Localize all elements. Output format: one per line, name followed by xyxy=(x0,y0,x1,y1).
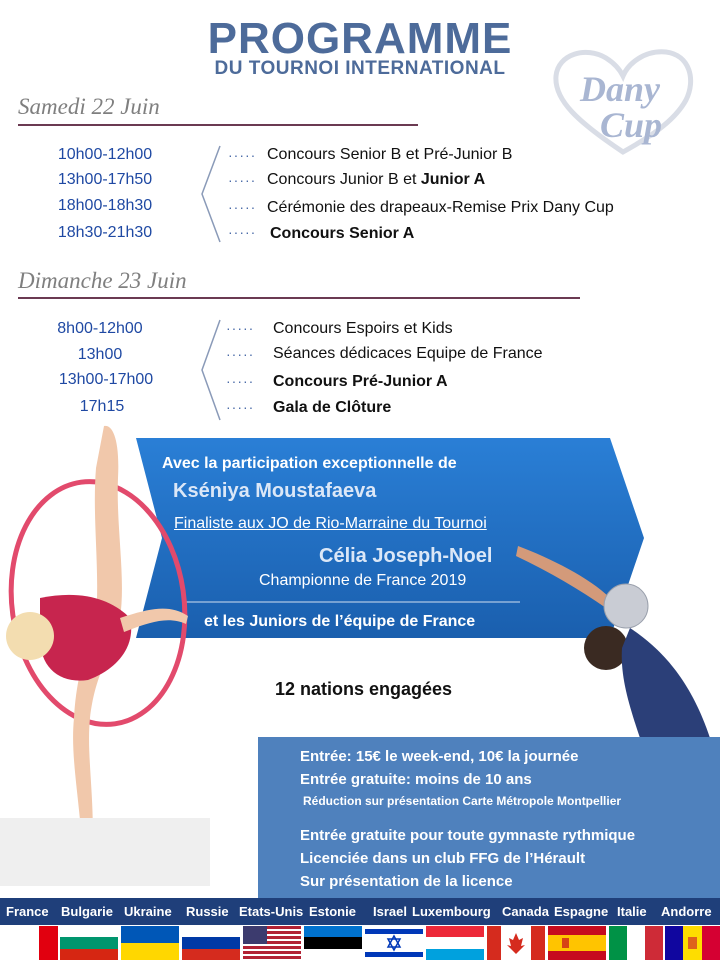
event-sat-4 xyxy=(270,225,414,243)
flag-bulgarie-icon xyxy=(60,926,118,960)
page-subtitle: DU TOURNOI INTERNATIONAL xyxy=(214,58,506,79)
event-sun-4 xyxy=(273,399,391,417)
flag-usa-icon xyxy=(243,926,301,960)
flag-andorre-icon xyxy=(665,926,720,960)
time-sun-1: 8h00-12h00 xyxy=(57,320,143,337)
time-sun-2: 13h00 xyxy=(77,346,123,363)
banner-intro: Avec la participation exceptionnelle de xyxy=(162,455,457,472)
dots-sat-2: ····· xyxy=(228,172,257,188)
guest1-desc: Finaliste aux JO de Rio-Marraine du Tournoi xyxy=(174,515,487,532)
event-sat-1: Concours Senior B et Pré-Junior B xyxy=(267,146,513,163)
flag-france-icon xyxy=(0,926,58,960)
event-sun-1: Concours Espoirs et Kids xyxy=(273,320,453,337)
country-label-luxembourg: Luxembourg xyxy=(412,904,491,919)
guest2-desc: Championne de France 2019 xyxy=(259,572,467,589)
day-heading-saturday: Samedi 22 Juin xyxy=(18,94,160,119)
info-line-5: Licenciée dans un club FFG de l’Hérault xyxy=(300,850,586,867)
dots-sat-1: ····· xyxy=(228,147,257,163)
event-sat-4-bold: Concours Senior A xyxy=(270,225,415,242)
event-sun-2: Séances dédicaces Equipe de France xyxy=(273,345,543,362)
flag-espagne-icon xyxy=(548,926,606,960)
dots-sun-1: ····· xyxy=(226,320,255,336)
info-line-1: Entrée: 15€ le week-end, 10€ la journée xyxy=(300,748,579,765)
guest1-name: Kséniya Moustafaeva xyxy=(173,480,377,502)
time-sun-3: 13h00-17h00 xyxy=(58,371,154,388)
saturday-brace xyxy=(196,144,226,244)
dots-sat-4: ····· xyxy=(228,224,257,240)
country-label-andorre: Andorre xyxy=(661,904,712,919)
time-sat-3: 18h00-18h30 xyxy=(57,197,153,214)
sunday-brace xyxy=(196,318,226,422)
page-title: PROGRAMME xyxy=(207,14,513,63)
guest2-name: Célia Joseph-Noel xyxy=(319,545,493,567)
info-line-4: Entrée gratuite pour toute gymnaste rythmique xyxy=(300,827,636,844)
event-sat-2-bold: Junior A xyxy=(420,171,486,188)
flag-israel-icon xyxy=(365,926,423,960)
logo-text-dany: Dany xyxy=(580,69,660,109)
event-sun-4-bold: Gala de Clôture xyxy=(273,399,392,416)
logo-text-cup: Cup xyxy=(600,105,663,145)
event-sun-3-bold: Concours Pré-Junior A xyxy=(273,373,448,390)
country-label-espagne: Espagne xyxy=(554,904,609,919)
banner-outro: et les Juniors de l’équipe de France xyxy=(204,613,476,630)
gymnast-with-ball-illustration xyxy=(510,538,720,738)
info-line-3: Réduction sur présentation Carte Métropole Montpellier xyxy=(303,794,622,808)
event-sat-2-text: Concours Junior B et xyxy=(267,171,421,188)
country-label-italie: Italie xyxy=(617,904,647,919)
dots-sun-2: ····· xyxy=(226,346,255,362)
country-label-israel: Israel xyxy=(373,904,407,919)
flag-russie-icon xyxy=(182,926,240,960)
dots-sun-3: ····· xyxy=(226,373,255,389)
event-sat-3: Cérémonie des drapeaux-Remise Prix Dany Cup xyxy=(267,199,614,216)
nations-count: 12 nations engagées xyxy=(275,679,453,699)
flag-ukraine-icon xyxy=(121,926,179,960)
country-label-estonie: Estonie xyxy=(309,904,356,919)
saturday-divider xyxy=(18,124,418,126)
sunday-divider xyxy=(18,297,580,299)
flag-luxembourg-icon xyxy=(426,926,484,960)
time-sun-4: 17h15 xyxy=(79,398,125,415)
gymnast-with-hoop-illustration xyxy=(0,418,230,888)
country-label-etats-unis: Etats-Unis xyxy=(239,904,304,919)
country-label-russie: Russie xyxy=(186,904,229,919)
country-label-france: France xyxy=(6,904,49,919)
time-sat-2: 13h00-17h50 xyxy=(57,171,153,188)
dany-cup-logo xyxy=(548,42,698,160)
flag-estonie-icon xyxy=(304,926,362,960)
time-sat-1: 10h00-12h00 xyxy=(57,146,153,163)
dots-sun-4: ····· xyxy=(226,399,255,415)
country-label-canada: Canada xyxy=(502,904,549,919)
flag-italie-icon xyxy=(609,926,663,960)
flag-canada-icon xyxy=(487,926,545,960)
event-sat-2 xyxy=(267,171,485,189)
event-sun-3 xyxy=(273,373,448,391)
time-sat-4: 18h30-21h30 xyxy=(57,224,153,241)
dots-sat-3: ····· xyxy=(228,199,257,215)
day-heading-sunday: Dimanche 23 Juin xyxy=(18,268,187,293)
info-line-6: Sur présentation de la licence xyxy=(300,873,513,890)
info-line-2: Entrée gratuite: moins de 10 ans xyxy=(300,771,532,788)
country-label-ukraine: Ukraine xyxy=(124,904,172,919)
country-label-bulgarie: Bulgarie xyxy=(61,904,114,919)
